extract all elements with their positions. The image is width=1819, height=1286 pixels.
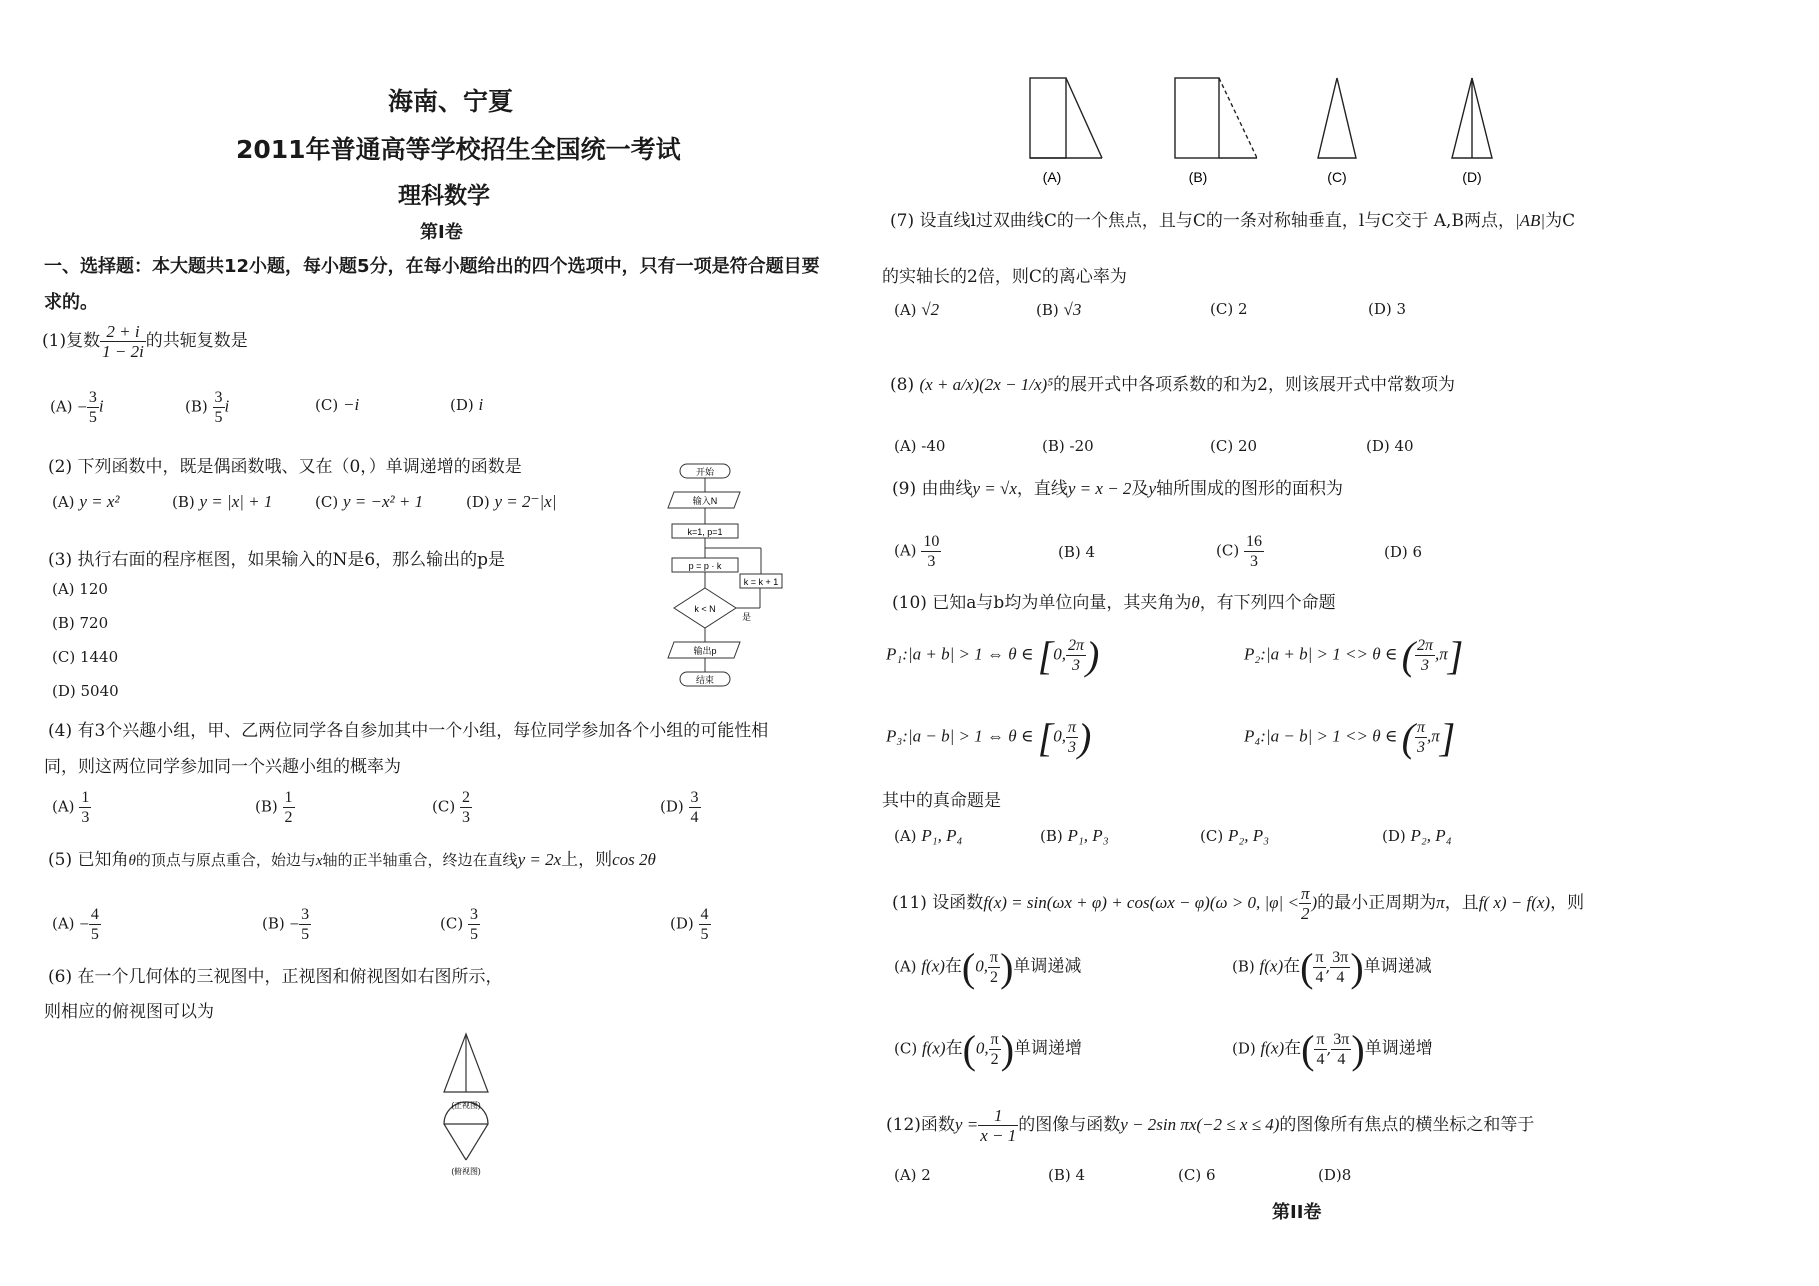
flow-multiply: p = p · k (688, 561, 722, 571)
q10-option-c: (C) P₂, P₃ (1200, 826, 1270, 845)
q8-option-a: (A) -40 (894, 437, 946, 455)
q3-option-d: (D) 5040 (52, 682, 119, 700)
section1-line2: 求的。 (44, 292, 98, 313)
q6-options-figures (1020, 70, 1540, 190)
three-view-figure (420, 1030, 520, 1180)
question-10: (10) 已知a与b均为单位向量，其夹角为θ，有下列四个命题 (892, 593, 1336, 613)
q4-option-b: (B) $\frac{1}{2}$ (255, 789, 293, 826)
q3-option-b: (B) 720 (52, 614, 109, 632)
q1-option-d: (D) i (450, 395, 484, 414)
q1-option-c: (C) −i (315, 395, 360, 414)
question-6-line1: (6) 在一个几何体的三视图中，正视图和俯视图如右图所示， (48, 967, 503, 987)
q4-option-c: (C) $\frac{2}{3}$ (432, 789, 470, 826)
flow-yes: 是 (742, 612, 752, 622)
q9-option-c: (C) $\frac{16}{3}$ (1216, 533, 1262, 570)
q2-option-c: (C) y = −x² + 1 (315, 492, 424, 511)
question-5: (5) 已知角θ的顶点与原点重合，始边与x轴的正半轴重合，终边在直线y = 2x上，则cos 2θ (48, 850, 656, 870)
q6-option-b: (B) (1188, 169, 1208, 185)
q5-option-b: (B) − $\frac{3}{5}$ (262, 906, 310, 943)
q2-option-a: (A) y = x² (52, 492, 120, 511)
q11-option-b: (B) f(x)在( $\frac{\pi}{4}$ , $\frac{3\pi}{4}$ )单调递减 (1232, 945, 1432, 990)
flow-start: 开始 (695, 467, 715, 477)
q7-option-c: (C) 2 (1210, 300, 1248, 318)
q5-option-d: (D) $\frac{4}{5}$ (670, 906, 709, 943)
q7-option-b: (B) √3 (1036, 300, 1082, 319)
section1-line1: 一、选择题：本大题共12小题，每小题5分，在每小题给出的四个选项中，只有一项是符合题目要 (44, 256, 820, 277)
flow-increment: k = k + 1 (743, 577, 779, 587)
question-8: (8) (x + a/x)(2x − 1/x)⁵的展开式中各项系数的和为2，则该展开式中常数项为 (890, 375, 1455, 395)
proposition-p3: P₃:|a − b| > 1 ⇔ θ ∈ [0, $\frac{\pi}{3}$ ) (886, 715, 1092, 760)
question-7-line1: (7) 设直线l过双曲线C的一个焦点，且与C的一条对称轴垂直，l与C交于 A,B两点，|AB|为C (890, 211, 1576, 231)
q10-option-d: (D) P₂, P₄ (1382, 826, 1452, 845)
q1-fraction: $\frac{2 + i}{1 - 2i}$ (102, 322, 144, 361)
q5-option-a: (A) − $\frac{4}{5}$ (52, 906, 99, 943)
q10-option-b: (B) P₁, P₃ (1040, 826, 1109, 845)
question-9: (9) 由曲线y = √x，直线y = x − 2及y轴所围成的图形的面积为 (892, 479, 1343, 499)
q8-option-d: (D) 40 (1366, 437, 1414, 455)
flow-init: k=1, p=1 (687, 527, 723, 537)
front-view-label: (正视图) (451, 1101, 481, 1110)
question-7-line2: 的实轴长的2倍，则C的离心率为 (882, 267, 1127, 287)
q3-option-a: (A) 120 (52, 580, 108, 598)
q4-option-a: (A) $\frac{1}{3}$ (52, 789, 90, 826)
q7-option-d: (D) 3 (1368, 300, 1407, 318)
q6-option-c: (C) (1327, 169, 1347, 185)
q4-option-d: (D) $\frac{3}{4}$ (660, 789, 699, 826)
q11-option-a: (A) f(x)在(0, $\frac{\pi}{2}$ )单调递减 (894, 945, 1082, 990)
q1-option-b: (B) $\frac{3}{5}$ i (185, 389, 230, 426)
flow-condition: k < N (694, 604, 716, 614)
question-12: (12)函数y = $\frac{1}{x - 1}$ 的图像与函数y − 2sin πx(−2 ≤ x ≤ 4)的图像所有焦点的横坐标之和等于 (886, 1106, 1535, 1145)
region-title: 海南、宁夏 (388, 87, 514, 116)
q8-option-b: (B) -20 (1042, 437, 1094, 455)
question-1: (1)复数 $\frac{2 + i}{1 - 2i}$ 的共轭复数是 (42, 322, 248, 361)
q12-option-a: (A) 2 (894, 1166, 931, 1184)
q6-option-a: (A) (1042, 169, 1062, 185)
q1-option-a: (A) − $\frac{3}{5}$ i (50, 389, 104, 426)
question-4-line2: 同，则这两位同学参加同一个兴趣小组的概率为 (44, 757, 401, 777)
program-flowchart (640, 462, 800, 694)
flow-output: 输出p (693, 646, 717, 656)
exam-title: 2011年普通高等学校招生全国统一考试 (236, 135, 681, 164)
q3-option-c: (C) 1440 (52, 648, 119, 666)
proposition-p2: P₂:|a + b| > 1 <> θ ∈ ( $\frac{2\pi}{3}$ ,π] (1244, 633, 1464, 678)
q11-option-c: (C) f(x)在(0, $\frac{\pi}{2}$ )单调递增 (894, 1027, 1083, 1072)
flow-end: 结束 (695, 675, 715, 685)
flow-input: 输入N (692, 496, 718, 506)
question-11: (11) 设函数f(x) = sin(ωx + φ) + cos(ωx − φ)(ω > 0, |φ| < $\frac{\pi}{2}$ )的最小正周期为π，且f( x) − f(x)，则 (892, 884, 1585, 923)
q10-option-a: (A) P₁, P₄ (894, 826, 963, 845)
proposition-p4: P₄:|a − b| > 1 <> θ ∈ ( $\frac{\pi}{3}$ ,π] (1244, 715, 1456, 760)
part1-title: 第I卷 (420, 222, 463, 243)
part2-title: 第II卷 (1272, 1202, 1322, 1223)
q12-option-d: (D)8 (1318, 1166, 1352, 1184)
q9-option-d: (D) 6 (1384, 543, 1423, 561)
subject-title: 理科数学 (398, 183, 490, 209)
question-2: (2) 下列函数中，既是偶函数哦、又在（0，）单调递增的函数是 (48, 457, 522, 477)
q2-option-b: (B) y = |x| + 1 (172, 492, 273, 511)
q6-option-d: (D) (1462, 169, 1482, 185)
q9-option-b: (B) 4 (1058, 543, 1096, 561)
proposition-p1: P₁:|a + b| > 1 ⇔ θ ∈ [0, $\frac{2\pi}{3}$ ) (886, 633, 1100, 678)
q11-option-d: (D) f(x)在( $\frac{\pi}{4}$ , $\frac{3\pi}{4}$ )单调递增 (1232, 1027, 1433, 1072)
q8-option-c: (C) 20 (1210, 437, 1258, 455)
top-view-label: (俯视图) (451, 1167, 481, 1176)
q12-option-b: (B) 4 (1048, 1166, 1086, 1184)
q12-option-c: (C) 6 (1178, 1166, 1216, 1184)
true-propositions-label: 其中的真命题是 (882, 791, 1001, 811)
q9-option-a: (A) $\frac{10}{3}$ (894, 533, 940, 570)
question-6-line2: 则相应的俯视图可以为 (44, 1002, 214, 1022)
question-3: (3) 执行右面的程序框图，如果输入的N是6，那么输出的p是 (48, 550, 506, 570)
q2-option-d: (D) y = 2⁻|x| (466, 492, 557, 511)
q5-option-c: (C) $\frac{3}{5}$ (440, 906, 478, 943)
question-4-line1: (4) 有3个兴趣小组，甲、乙两位同学各自参加其中一个小组，每位同学参加各个小组的可能性相 (48, 721, 769, 741)
q7-option-a: (A) √2 (894, 300, 940, 319)
